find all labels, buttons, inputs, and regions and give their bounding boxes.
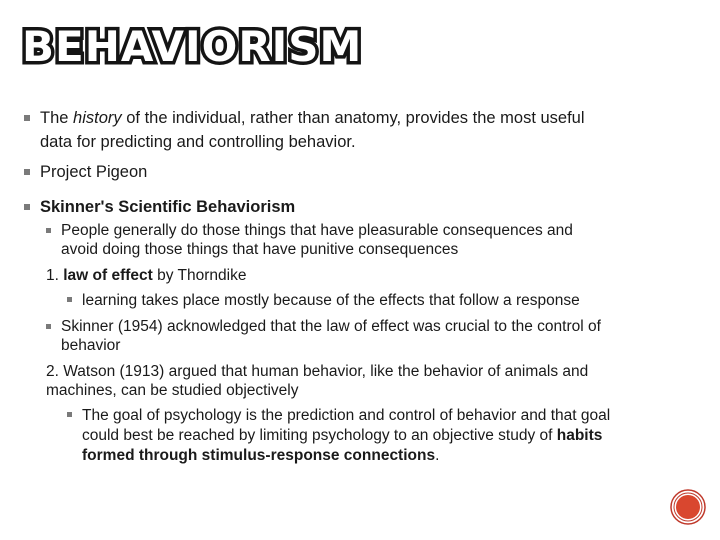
bullet-history: [40, 108, 585, 128]
habits-term: habits: [556, 427, 603, 444]
sub-bullet-skinner-1954-line2: behavior: [61, 337, 121, 354]
tertiary-bullet-learning: learning takes place mostly because of the effects that follow a response: [82, 292, 580, 309]
slide-title: BEHAVIORISM: [22, 22, 363, 71]
tertiary-bullet-goal-line1: The goal of psychology is the prediction and control of behavior and that goal: [82, 407, 611, 424]
sub-bullet-skinner-1954-line1: Skinner (1954) acknowledged that the law of effect was crucial to the control of: [61, 318, 601, 335]
bullet-history-line2: data for predicting and controlling behavior.: [40, 133, 356, 151]
stimulus-response-term: formed through stimulus-response connections: [82, 447, 436, 464]
sub-bullet-square-icon: [46, 324, 51, 329]
tertiary-bullet-square-icon: [67, 297, 72, 302]
bullet-history-text-start: The: [40, 109, 74, 127]
law-of-effect-term: law of effect: [63, 267, 153, 284]
bullet-history-text-end: of the individual, rather than anatomy, provides the most useful: [121, 109, 585, 127]
sub-bullet-square-icon: [46, 228, 51, 233]
goal-period: .: [435, 447, 440, 464]
numbered-item-law-of-effect: [46, 266, 246, 285]
bullet-project-pigeon: Project Pigeon: [40, 163, 148, 181]
goal-text: could best be reached by limiting psychology to an objective study of: [82, 427, 557, 444]
bullet-square-icon: [24, 169, 30, 175]
bullet-skinner-behaviorism: Skinner's Scientific Behaviorism: [40, 198, 296, 216]
sub-bullet-pleasurable-line2: avoid doing those things that have punitive consequences: [61, 241, 459, 258]
bullet-history-emphasis: history: [73, 109, 122, 127]
circle-badge-icon: [669, 488, 707, 526]
numbered-item-watson-line2: machines, can be studied objectively: [46, 382, 299, 399]
numbered-item-number: 1.: [46, 267, 64, 284]
bullet-square-icon: [24, 204, 30, 210]
numbered-item-watson-line1: 2. Watson (1913) argued that human behavior, like the behavior of animals and: [46, 363, 589, 380]
tertiary-bullet-goal-line3: [82, 446, 439, 465]
bullet-square-icon: [24, 115, 30, 121]
law-of-effect-attribution: by Thorndike: [152, 267, 247, 284]
sub-bullet-pleasurable-line1: People generally do those things that have pleasurable consequences and: [61, 222, 573, 239]
tertiary-bullet-goal-line2: [82, 426, 602, 445]
tertiary-bullet-square-icon: [67, 412, 72, 417]
